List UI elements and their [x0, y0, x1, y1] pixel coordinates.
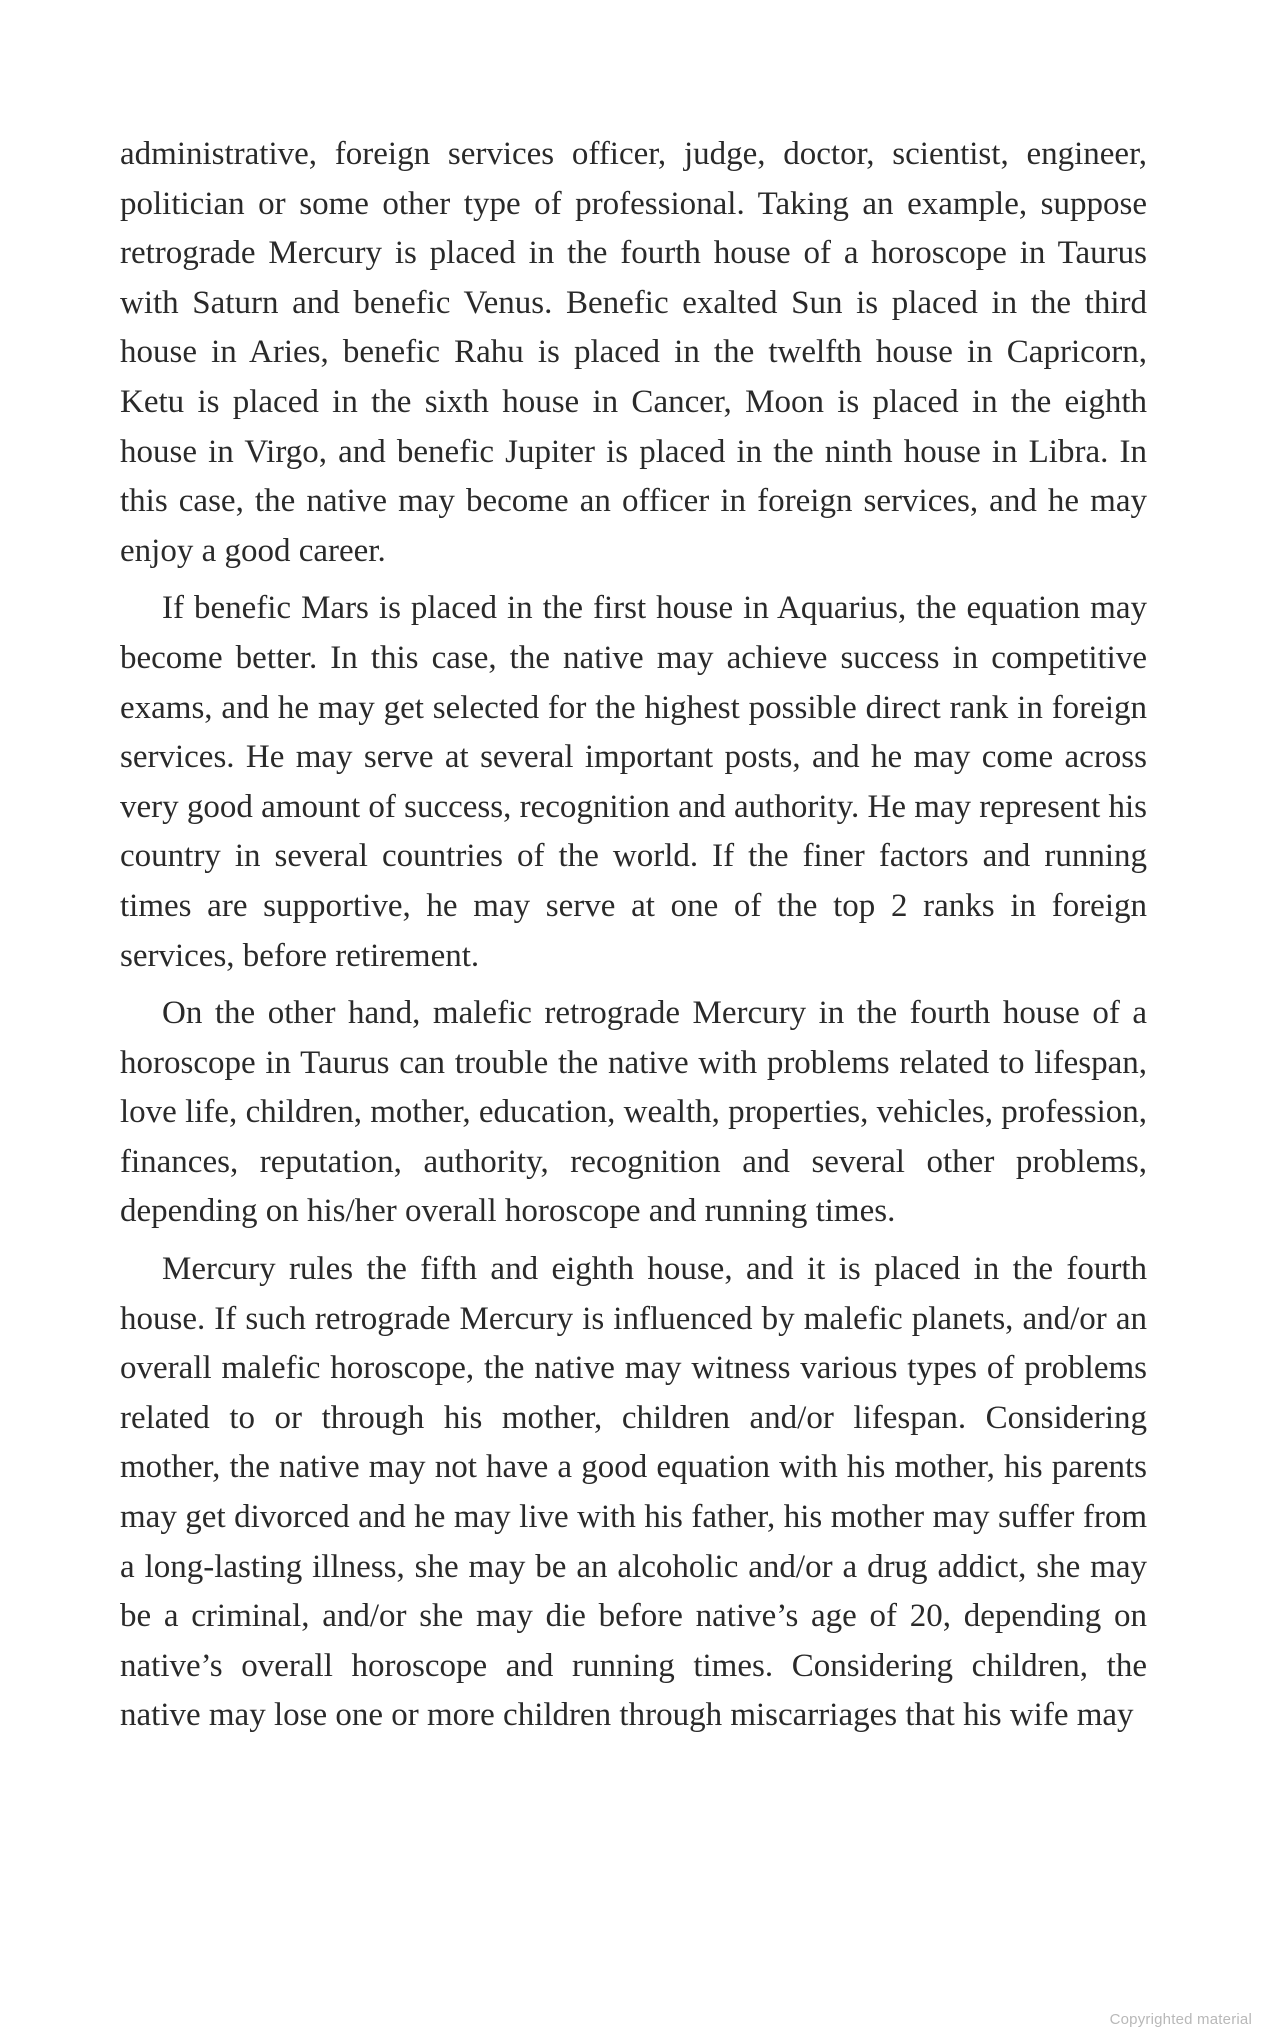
paragraph-benefic-mars: If benefic Mars is placed in the first house in Aquarius, the equation may become better. In this case, the native may achieve success in competitive exams, and he may get selected for the highest possible direct rank in foreign services. He may serve at several important posts, and he may come across very good amount of success, recognition and authority. He may represent his country in several countries of the world. If the finer factors and running times are supportive, he may serve at one of the top 2 ranks in foreign services, before retirement.: [120, 590, 1147, 974]
paragraph-malefic-mercury: On the other hand, malefic retrograde Mercury in the fourth house of a horoscope in Taurus can trouble the native with problems related to lifespan, love life, children, mother, education, wealth, properties, vehicles, profession, finances, reputation, authority, recognition and several other problems, depending on his/her overall horoscope and running times.: [120, 995, 1147, 1230]
paragraph-mercury-rules: Mercury rules the fifth and eighth house, and it is placed in the fourth house. If such retrograde Mercury is influenced by malefic planets, and/or an overall malefic horoscope, the native may witness various types of problems related to or through his mother, children and/or lifespan. Considering mother, the native may not have a good equation with his mother, his parents may get divorced and he may live with his father, his mother may suffer from a long-lasting illness, she may be an alcoholic and/or a drug addict, she may be a criminal, and/or she may die before native’s age of 20, depending on native’s overall horoscope and running times. Considering children, the native may lose one or more children through miscarriages that his wife may: [120, 1251, 1147, 1734]
paragraph-career-example: administrative, foreign services officer, judge, doctor, scientist, engineer, politician or some other type of professional. Taking an example, suppose retrograde Mercury is placed in the fourth house of a horoscope in Taurus with Saturn and benefic Venus. Benefic exalted Sun is placed in the third house in Aries, benefic Rahu is placed in the twelfth house in Capricorn, Ketu is placed in the sixth house in Cancer, Moon is placed in the eighth house in Virgo, and benefic Jupiter is placed in the ninth house in Libra. In this case, the native may become an officer in foreign services, and he may enjoy a good career.: [120, 136, 1147, 569]
copyright-watermark: Copyrighted material: [1109, 2011, 1252, 2028]
book-page-text: [120, 130, 1147, 1749]
